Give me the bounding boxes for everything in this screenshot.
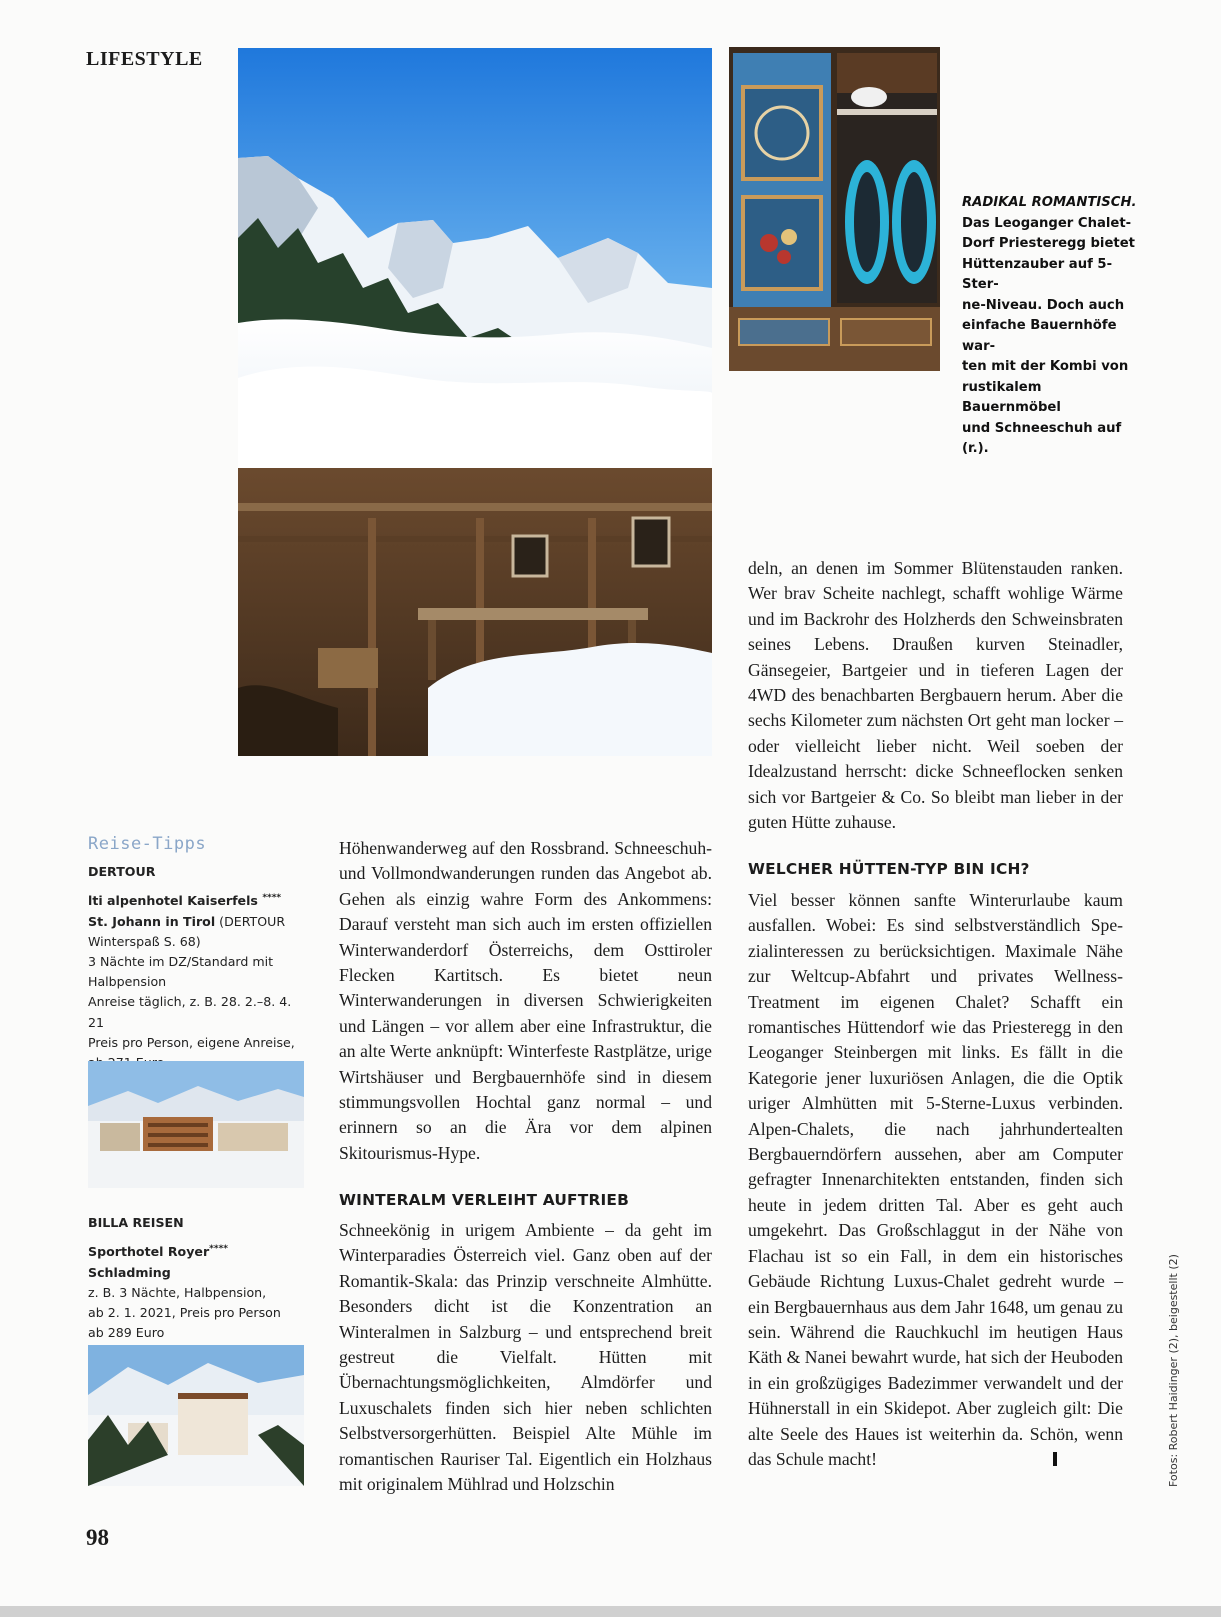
caption-line: ne-Niveau. Doch auch: [962, 297, 1125, 313]
caption-line: ten mit der Kombi von: [962, 359, 1129, 374]
tip-line: Preis pro Person, eigene Anreise,: [88, 1034, 295, 1050]
tip-place: Schladming: [88, 1264, 171, 1280]
caption-heading: RADIKAL ROMANTISCH.: [962, 195, 1137, 210]
caption-line: Das Leoganger Chalet-: [962, 215, 1132, 231]
tip-line: z. B. 3 Nächte, Halbpension,: [88, 1284, 267, 1300]
tip-line: ab 289 Euro: [88, 1325, 165, 1341]
hotel-photo-kaiserfels: [88, 1061, 304, 1188]
tip-hotel: Sporthotel Royer: [88, 1244, 210, 1260]
photo-caption: [962, 193, 1142, 460]
article-text-right-2: [748, 888, 1123, 1472]
tip-line: Anreise täglich, z. B. 28. 2.–8. 4. 21: [88, 994, 292, 1030]
caption-line: und Schneeschuh auf (r.).: [962, 420, 1122, 456]
inset-photo-cabinet-snowshoes: [729, 47, 940, 371]
tip-line: Halbpension: [88, 974, 167, 990]
tip-operator: DERTOUR: [88, 864, 156, 879]
tip-operator: BILLA REISEN: [88, 1215, 184, 1230]
article-text-mid-1: Höhenwanderweg auf den Rossbrand. Schneeschuh- und Vollmondwanderungen runden das Angebot ab. Gehen als einzig wahre Form des Ankommens: Darauf versteht man sich auch im ersten offiziellen Winterwanderdorf Österreichs, dem Osttiroler Flecken Kartitsch. Es bietet neun Winterwanderungen in diversen Schwierigkeiten und Längen – vor allem aber eine Infrastruktur, die an alte Werte anknüpft: Winterfeste Rastplätze, urige Wirtshäuser und Bergbauernhöfe sind in diesem stimmungsvollen Hochtal ganz normal – und erinnern so an die Ära vor dem alpinen Skitourismus-Hype.: [339, 838, 712, 1163]
article-text-right-2-body: Viel besser können sanfte Winterurlaube kaum ausfallen. Wobei: Es sind selbstverständlich Spezialinteressen zu berücksichtigen. Maximale Nähe zur Weltcup-Abfahrt und privates Wellness-Treatment im eigenen Chalet? Schafft ein romantisches Hüttendorf wie das Priesteregg in den Leoganger Steinbergen mit links. Es fällt in die Kategorie jener luxuriösen Anlagen, die die Optik uriger Almhütten mit 5-Sterne-Luxus verbinden. Alpen-Chalets, die nach jahrhundertealten Bergbauerndörfern aussehen, aber am Computer gefragter Innenarchitekten entstanden, finden sich heute in jedem dritten Tal. Aber es geht auch umgekehrt. Das Großschlaggut in der Nähe von Flachau ist so ein Fall, in dem ein historisches Gebäude Richtung Luxus-Chalet gedreht wurde – ein Bergbauernhaus aus dem Jahr 1648, um genau zu sein. Während die Rauchkuchl im heutigen Haus Käth & Nanei bewahrt wurde, hat sich der Heuboden in ein großzügiges Badezimmer verwandelt und der Hühnerstall in ein Skidepot. Aber zugleich gilt: Die alte Seele des Haues ist weiterhin da. Schön, wenn das Schule macht!: [748, 890, 1123, 1469]
page-number: 98: [86, 1525, 109, 1550]
tip-hotel: lti alpenhotel Kaiserfels: [88, 893, 258, 909]
article-text-mid-2: Schneekönig in urigem Ambiente – da geht im Winterparadies Österreich viel. Ganz oben auf der Romantik-Skala: das Prinzip verschneite Almhütte. Besonders dicht ist die Konzentration an Winteralmen in Salzburg – und entsprechend breit gestreut die Vielfalt. Hütten mit Übernachtungsmöglichkeiten, Almdörfer und Luxuschalets finden sich hier neben schlichten Selbstversorgerhütten. Beispiel Alte Mühle im romantischen Rauriser Tal. Eigentlich ein Holzhaus mit originalem Mühlrad und Holzschin: [339, 1220, 712, 1495]
hero-photo-snowy-hut: [238, 48, 712, 756]
caption-line: rustikalem Bauernmöbel: [962, 379, 1061, 415]
photo-credit: Fotos: Robert Haidinger (2), beigestellt (2): [1167, 1254, 1180, 1487]
tip-place: St. Johann in Tirol: [88, 913, 216, 929]
tip-billa: [88, 1213, 308, 1343]
caption-line: Hüttenzauber auf 5-Ster-: [962, 256, 1113, 292]
article-subheading: WELCHER HÜTTEN-TYP BIN ICH?: [748, 860, 1030, 878]
end-mark: [1053, 1452, 1057, 1466]
tip-line: Winterspaß S. 68): [88, 933, 201, 949]
hotel-photo-royer: [88, 1345, 304, 1486]
tip-line: (DERTOUR: [219, 913, 286, 929]
tip-line: 3 Nächte im DZ/Standard mit: [88, 954, 274, 969]
caption-line: Dorf Priesteregg bietet: [962, 236, 1135, 251]
section-label: LIFESTYLE: [86, 48, 203, 70]
article-text-right-1: deln, an denen im Sommer Blütenstauden ranken. Wer brav Scheite nachlegt, schafft wohlige Wärme und im Backrohr des Holzherds den Schweinsbraten seines Lebens. Draußen kurven Steinadler, Gänsegeier, Bartgeier und in tieferen Lagen der 4WD des benachbarten Bergbauern herum. Aber die sechs Kilometer zum nächsten Ort geht man locker – oder vielleicht lieber nicht. Weil soeben der Idealzustand herrscht: dicke Schneeflocken senken sich vor Bartgeier & Co. So bleibt man lieber in der guten Hütte zuhause.: [748, 558, 1123, 833]
tip-stars: ****: [262, 893, 282, 904]
article-subheading: WINTERALM VERLEIHT AUFTRIEB: [339, 1191, 630, 1209]
tip-dertour: [88, 862, 308, 1073]
caption-line: einfache Bauernhöfe war-: [962, 318, 1117, 354]
travel-tips-heading: Reise-Tipps: [88, 834, 207, 854]
tip-line: ab 2. 1. 2021, Preis pro Person: [88, 1305, 281, 1320]
tip-stars: ****: [209, 1244, 228, 1255]
scan-edge: [0, 1606, 1221, 1617]
